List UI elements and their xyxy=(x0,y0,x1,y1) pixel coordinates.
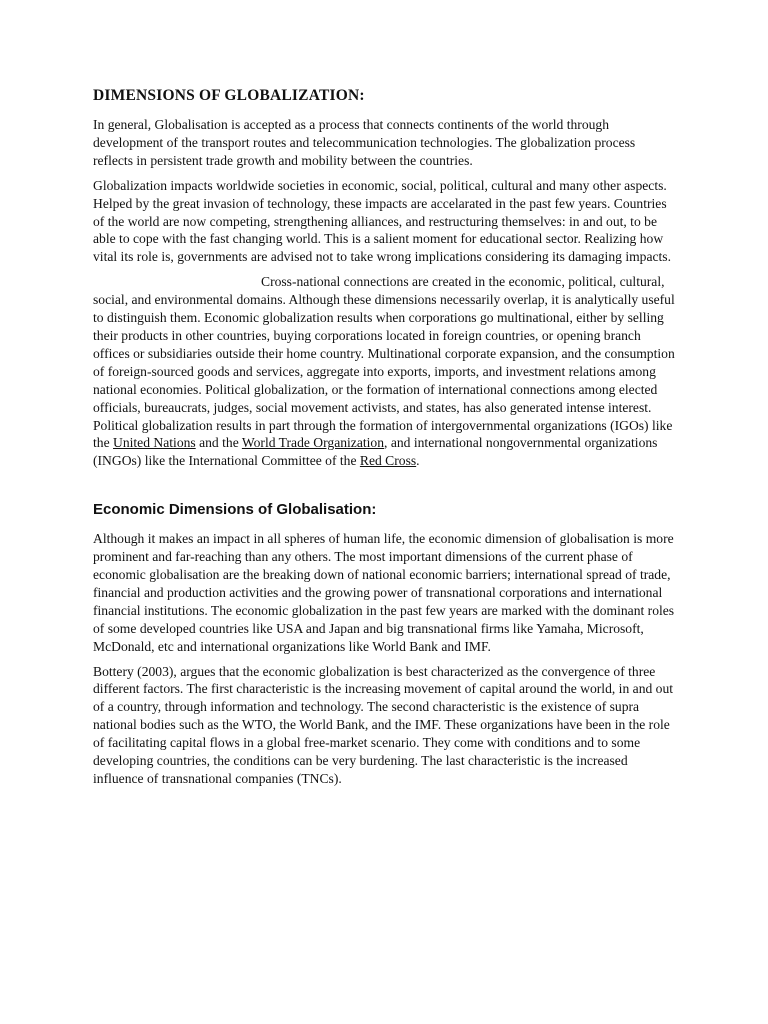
cross-national-text-2: and the xyxy=(195,435,242,451)
economic-dimensions-heading: Economic Dimensions of Globalisation: xyxy=(93,501,377,519)
intro-paragraph: In general, Globalisation is accepted as a process that connects continents of the world through development of the transport routes and telecommunication technologies. The globalization process reflects in persistent trade growth and mobility between the countries. xyxy=(93,117,636,168)
united-nations-link[interactable]: United Nations xyxy=(113,435,196,451)
cross-national-text-3: , and international nongovernmental organizations (INGOs) like the International Committee of the xyxy=(93,435,658,469)
red-cross-link[interactable]: Red Cross xyxy=(359,453,417,469)
impacts-paragraph: Globalization impacts worldwide societies in economic, social, political, cultural and many other aspects. Helped by the great invasion of technology, these impacts are accelarated in the past few years. Countries of the world are now competing, strengthening alliances, and restructuring themselves: in and out, to be able to cope with the fast changing world. This is a salient moment for educational sector. Realizing how vital its role is, governments are advised not to take wrong implications considering its damaging impacts. xyxy=(93,177,671,265)
world-trade-organization-link[interactable]: World Trade Organization xyxy=(241,435,385,451)
economic-paragraph-2: Bottery (2003), argues that the economic globalization is best characterized as the convergence of three different factors. The first characteristic is the increasing movement of capital around the world, in and out of a country, through information and technology. The second characteristic is the existence of supra national bodies such as the WTO, the World Bank, and the IMF. These organizations have been in the role of facilitating capital flows in a global free-market scenario. They come with conditions and to some developing countries, the conditions can be very burdening. The last characteristic is the increased influence of transnational companies (TNCs). xyxy=(93,663,674,786)
document-title: DIMENSIONS OF GLOBALIZATION: xyxy=(93,87,365,104)
cross-national-text-4: . xyxy=(416,453,420,469)
economic-paragraph-1: Although it makes an impact in all spheres of human life, the economic dimension of globalisation is more prominent and far-reaching than any others. The most important dimensions of the current phase of economic globalisation are the breaking down of national economic barriers; international spread of trade, financial and production activities and the growing power of transnational corporations and international financial institutions. The economic globalization in the past few years are marked with the dominant roles of some developed countries like USA and Japan and big transnational firms like Yamaha, Microsoft, McDonald, etc and international organizations like World Bank and IMF. xyxy=(93,531,675,654)
cross-national-paragraph xyxy=(93,273,678,470)
cross-national-text-1: Cross-national connections are created in the economic, political, cultural, social, and environmental domains. Although these dimensions necessarily overlap, it is analytically useful to distinguish them. Economic globalization results when corporations go multinational, either by selling their products in other countries, buying corporations located in foreign countries, or opening branch offices or subsidiaries outside their home country. Multinational corporate expansion, and the consumption of foreign-sourced goods and services, aggregate into exports, imports, and investment relations among national economies. Political globalization, or the formation of international connections among elected officials, bureaucrats, judges, social movement activists, and states, has also generated intense interest. Political globalization results in part through the formation of intergovernmental organizations (IGOs) like the xyxy=(93,274,675,451)
